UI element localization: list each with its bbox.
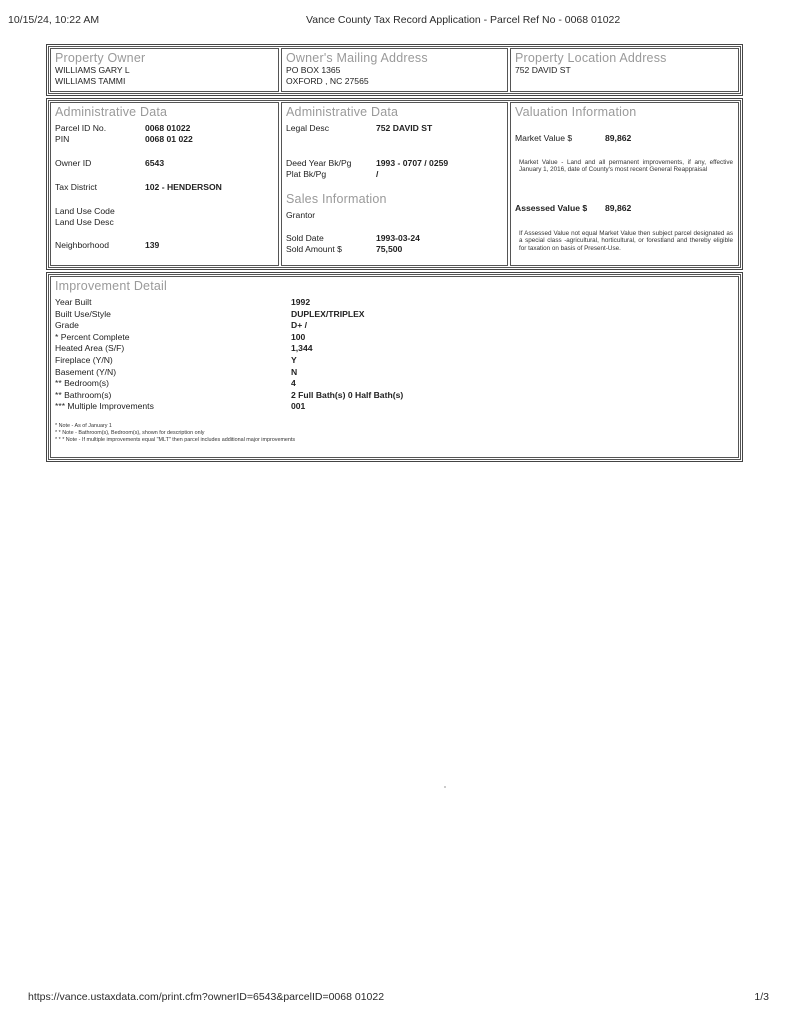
plat-label: Plat Bk/Pg	[286, 169, 327, 179]
legal-desc-label: Legal Desc	[286, 123, 329, 133]
admin-sales-cell	[281, 102, 508, 266]
sold-amount-value: 75,500	[376, 244, 403, 254]
parcel-id-value: 0068 01022	[145, 123, 191, 133]
improvement-label: Year Built	[55, 297, 92, 307]
land-use-desc-label: Land Use Desc	[55, 217, 114, 227]
improvement-value: 1992	[291, 297, 311, 307]
pin-label: PIN	[55, 134, 70, 144]
sales-info-title: Sales Information	[286, 192, 387, 206]
mailing-address-cell	[281, 48, 508, 92]
neighborhood-label: Neighborhood	[55, 240, 109, 250]
deed-label: Deed Year Bk/Pg	[286, 158, 352, 168]
tax-district-label: Tax District	[55, 182, 98, 192]
improvement-note-3: * * * Note - If multiple improvements equal "MLT" then parcel includes additional major improvements	[55, 437, 296, 443]
admin-data-cell	[50, 102, 279, 266]
improvement-cell	[50, 276, 739, 458]
owner-id-value: 6543	[145, 158, 165, 168]
deed-value: 1993 - 0707 / 0259	[376, 158, 449, 168]
improvement-label: Built Use/Style	[55, 308, 111, 319]
mailing-address-title: Owner's Mailing Address	[286, 51, 428, 65]
owner-name-2: WILLIAMS TAMMI	[55, 75, 126, 86]
location-line-1: 752 DAVID ST	[515, 65, 571, 75]
valuation-title: Valuation Information	[515, 105, 637, 119]
neighborhood-value: 139	[145, 240, 160, 250]
admin-data-title: Administrative Data	[55, 105, 168, 119]
property-owner-title: Property Owner	[55, 51, 146, 65]
improvement-label: * Percent Complete	[55, 331, 130, 342]
improvement-value: 4	[291, 378, 296, 389]
improvement-value: 001	[291, 401, 306, 412]
improvement-value: 1,344	[291, 343, 313, 354]
footer-url: https://vance.ustaxdata.com/print.cfm?ownerID=6543&parcelID=0068 01022	[28, 991, 385, 1003]
legal-desc-value: 752 DAVID ST	[376, 123, 433, 133]
pin-value: 0068 01 022	[145, 134, 193, 144]
mailing-line-1: PO BOX 1365	[286, 65, 341, 75]
improvement-label: *** Multiple Improvements	[55, 401, 154, 412]
tax-district-value: 102 - HENDERSON	[145, 182, 222, 192]
page-number: 1/3	[754, 991, 769, 1003]
mailing-line-2: OXFORD , NC 27565	[286, 75, 369, 86]
improvement-value: DUPLEX/TRIPLEX	[291, 308, 365, 319]
sold-date-value: 1993-03-24	[376, 233, 420, 243]
plat-value: /	[376, 169, 379, 179]
admin-data-2-title: Administrative Data	[286, 105, 399, 119]
valuation-cell	[510, 102, 739, 266]
owner-name-1: WILLIAMS GARY L	[55, 65, 130, 75]
improvement-label: Basement (Y/N)	[55, 366, 117, 377]
improvement-label: ** Bedroom(s)	[55, 378, 109, 389]
owner-address-panel	[46, 44, 743, 96]
improvement-label: ** Bathroom(s)	[55, 389, 112, 400]
improvement-note-2: * * Note - Bathroom(s), Bedroom(s), shown for description only	[55, 430, 205, 436]
assessed-value-label: Assessed Value $	[515, 203, 588, 213]
parcel-id-label: Parcel ID No.	[55, 123, 107, 133]
grantor-label: Grantor	[286, 210, 316, 220]
improvement-value: 100	[291, 331, 306, 342]
location-address-title: Property Location Address	[515, 51, 667, 65]
improvement-label: Grade	[55, 320, 79, 331]
improvement-label: Heated Area (S/F)	[55, 343, 125, 354]
improvement-value: D+ /	[291, 320, 307, 331]
sold-date-label: Sold Date	[286, 233, 324, 243]
scan-speck	[444, 786, 446, 788]
print-datetime: 10/15/24, 10:22 AM	[8, 14, 100, 26]
market-value: 89,862	[605, 133, 632, 143]
property-owner-cell	[50, 48, 279, 92]
market-value-note: Market Value - Land and all permanent improvements, if any, effective January 1, 2016, date of County's most recent General Reappraisal	[519, 159, 733, 174]
location-address-cell	[510, 48, 739, 92]
improvement-value: N	[291, 366, 298, 377]
sold-amount-label: Sold Amount $	[286, 244, 342, 254]
assessed-value: 89,862	[605, 203, 632, 213]
improvement-title: Improvement Detail	[55, 279, 167, 293]
land-use-code-label: Land Use Code	[55, 206, 115, 216]
page-title: Vance County Tax Record Application - Parcel Ref No - 0068 01022	[306, 14, 621, 26]
improvement-label: Fireplace (Y/N)	[55, 355, 113, 365]
improvement-value: Y	[291, 355, 297, 365]
owner-id-label: Owner ID	[55, 158, 92, 168]
market-value-label: Market Value $	[515, 133, 573, 143]
improvement-value: 2 Full Bath(s) 0 Half Bath(s)	[291, 389, 404, 400]
assessed-value-note: If Assessed Value not equal Market Value then subject parcel designated as a special class -agricultural, horticultural, or forestland and thereby eligible for taxation on basis of Present-Use.	[519, 230, 733, 252]
improvement-note-1: * Note - As of January 1	[55, 423, 112, 429]
data-panel	[46, 98, 743, 270]
improvement-panel	[46, 272, 743, 462]
